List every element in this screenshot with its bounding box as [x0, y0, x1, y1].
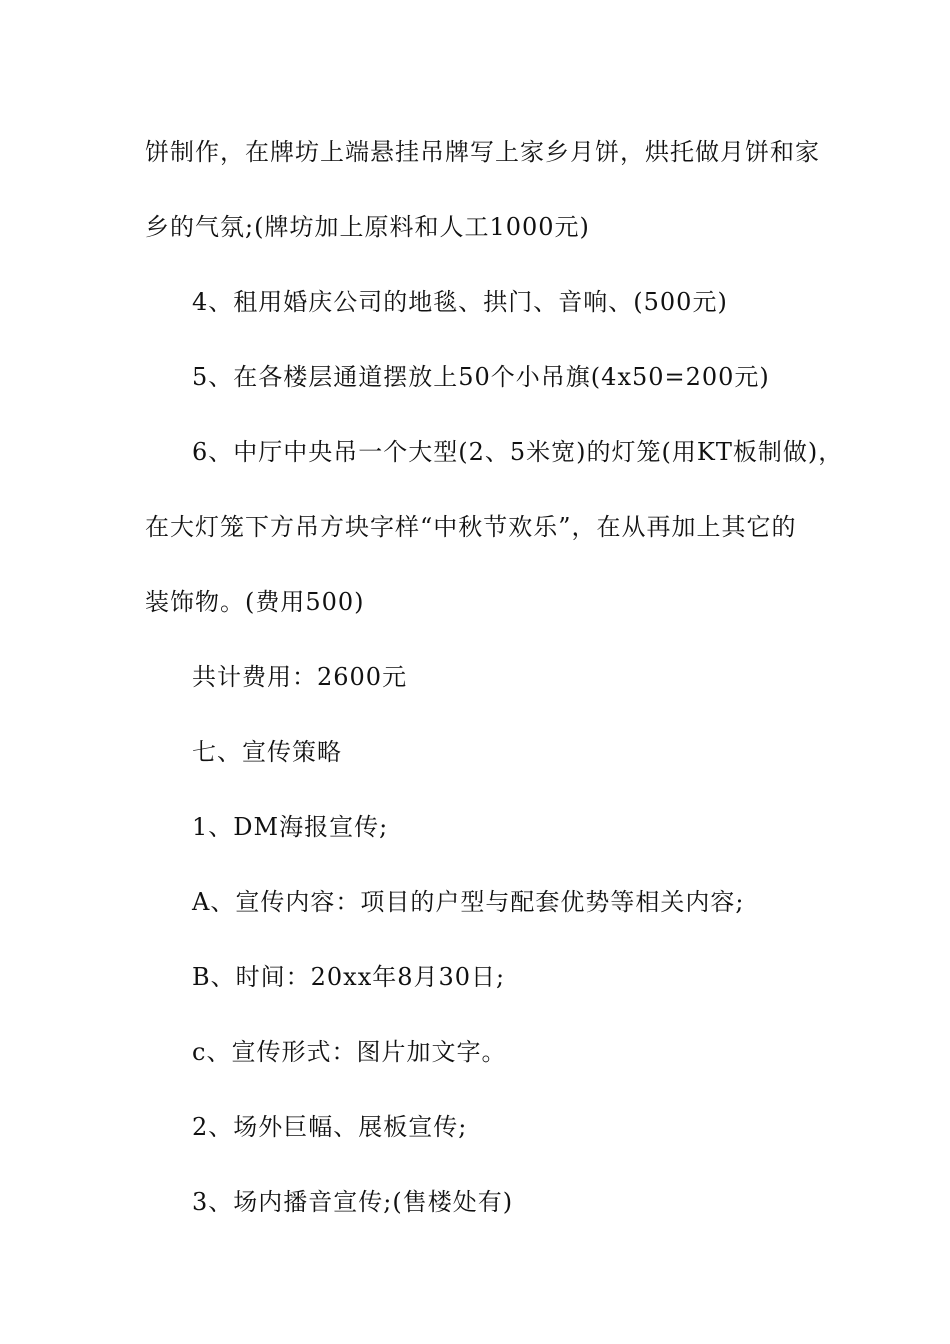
list-item: c、宣传形式：图片加文字。	[192, 1038, 507, 1066]
list-item: 6、中厅中央吊一个大型(2、5米宽)的灯笼(用KT板制做)，	[192, 438, 844, 466]
list-item: A、宣传内容：项目的户型与配套优势等相关内容;	[192, 888, 745, 916]
paragraph-line: 装饰物。(费用500)	[145, 588, 365, 616]
list-item: 3、场内播音宣传;(售楼处有)	[192, 1188, 514, 1216]
list-item: 4、租用婚庆公司的地毯、拱门、音响、(500元)	[192, 288, 728, 316]
paragraph-line: 乡的气氛;(牌坊加上原料和人工1000元)	[145, 213, 590, 241]
paragraph-line: 在大灯笼下方吊方块字样“中秋节欢乐”，在从再加上其它的	[145, 513, 797, 541]
paragraph-line: 饼制作，在牌坊上端悬挂吊牌写上家乡月饼，烘托做月饼和家	[145, 138, 820, 166]
list-item: 5、在各楼层通道摆放上50个小吊旗(4x50=200元)	[192, 363, 770, 391]
list-item: B、时间：20xx年8月30日;	[192, 963, 506, 991]
list-item: 2、场外巨幅、展板宣传;	[192, 1113, 468, 1141]
section-heading: 七、宣传策略	[192, 738, 342, 766]
total-cost-line: 共计费用：2600元	[192, 663, 408, 691]
list-item: 1、DM海报宣传;	[192, 813, 389, 841]
